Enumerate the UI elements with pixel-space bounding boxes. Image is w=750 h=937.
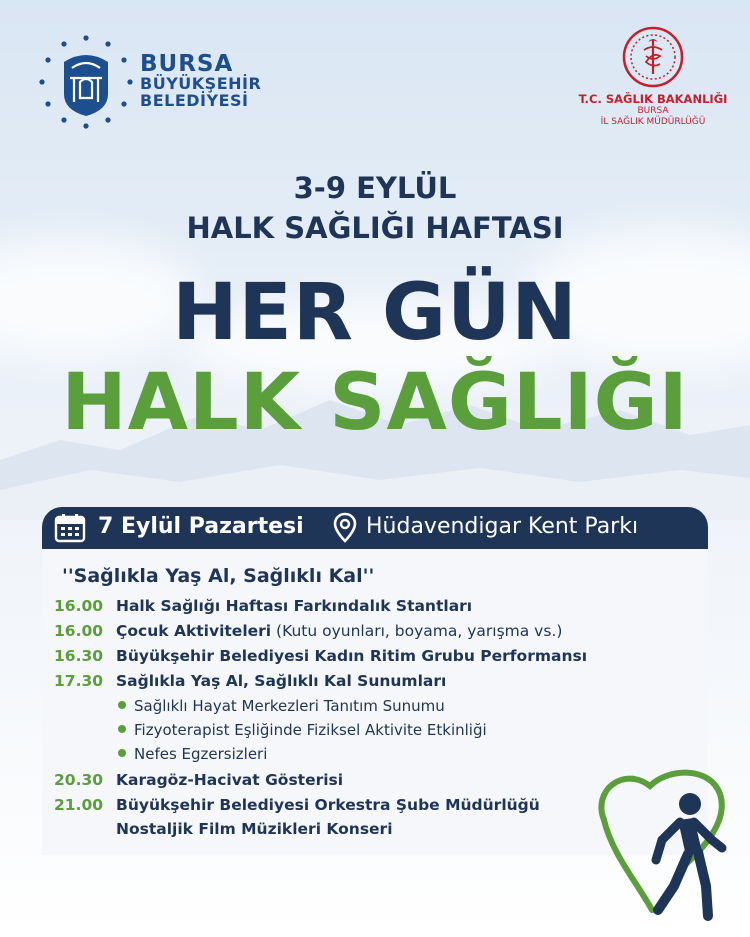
bursa-logo-line1: BURSA xyxy=(140,51,234,77)
schedule-time: 16.00 xyxy=(54,597,104,615)
health-ministry-logo xyxy=(578,26,728,136)
sub-item xyxy=(118,745,267,763)
bursa-emblem-icon xyxy=(36,32,136,132)
schedule-row xyxy=(0,597,750,619)
schedule-time: 16.30 xyxy=(54,647,104,665)
calendar-icon xyxy=(54,513,86,543)
event-week-dates: 3-9 EYLÜL xyxy=(293,171,457,205)
event-location: Hüdavendigar Kent Parkı xyxy=(366,514,639,539)
event-week-heading xyxy=(0,168,750,248)
schedule-description: Karagöz-Hacivat Gösterisi xyxy=(116,771,344,789)
heart-walking-person-icon xyxy=(590,760,740,930)
sub-item xyxy=(118,697,445,715)
schedule-row xyxy=(0,672,750,694)
schedule-row xyxy=(0,647,750,669)
bursa-logo-line2: BÜYÜKŞEHİR xyxy=(140,74,262,94)
main-title-line2 xyxy=(0,358,750,448)
event-date: 7 Eylül Pazartesi xyxy=(98,514,304,539)
event-week-name: HALK SAĞLIĞI HAFTASI xyxy=(186,211,564,245)
bullet-icon xyxy=(118,701,126,709)
sub-item-label: Fizyoterapist Eşliğinde Fiziksel Aktivite Etkinliği xyxy=(134,721,487,739)
bursa-logo-line3: BELEDİYESİ xyxy=(140,90,249,110)
schedule-description: Nostaljik Film Müzikleri Konseri xyxy=(116,820,393,838)
schedule-description: Sağlıkla Yaş Al, Sağlıklı Kal Sunumları xyxy=(116,672,447,690)
schedule-description: Büyükşehir Belediyesi Kadın Ritim Grubu Performansı xyxy=(116,647,588,665)
health-ministry-emblem-icon xyxy=(622,26,684,88)
location-pin-icon xyxy=(332,512,358,544)
schedule-description: Büyükşehir Belediyesi Orkestra Şube Müdürlüğü xyxy=(116,796,540,814)
bursa-logo-text xyxy=(140,52,261,110)
main-title-word-sagligi: SAĞLIĞI xyxy=(329,358,689,448)
schedule-time: 21.00 xyxy=(54,796,104,814)
schedule-time: 16.00 xyxy=(54,622,104,640)
main-title-word-halk: HALK xyxy=(61,358,302,448)
bursa-municipality-logo xyxy=(36,32,276,132)
schedule-row xyxy=(0,622,750,644)
event-info-bar xyxy=(42,507,708,549)
main-title-line1: HER GÜN xyxy=(172,268,578,358)
ministry-name: T.C. SAĞLIK BAKANLIĞI xyxy=(578,92,728,106)
schedule-description: Halk Sağlığı Haftası Farkındalık Stantları xyxy=(116,597,473,615)
schedule-time: 17.30 xyxy=(54,672,104,690)
schedule-description xyxy=(116,622,562,640)
ministry-unit: İL SAĞLIK MÜDÜRLÜĞÜ xyxy=(600,117,706,128)
sub-item-label: Sağlıklı Hayat Merkezleri Tanıtım Sunumu xyxy=(134,697,445,715)
ministry-city: BURSA xyxy=(637,106,669,116)
schedule-title: Çocuk Aktiviteleri xyxy=(116,622,272,640)
bullet-icon xyxy=(118,725,126,733)
sub-item xyxy=(118,721,487,739)
sub-item-label: Nefes Egzersizleri xyxy=(134,745,268,763)
event-slogan: ''Sağlıkla Yaş Al, Sağlıklı Kal'' xyxy=(62,565,375,587)
schedule-time: 20.30 xyxy=(54,771,104,789)
schedule-detail: (Kutu oyunları, boyama, yarışma vs.) xyxy=(271,622,563,640)
bullet-icon xyxy=(118,749,126,757)
